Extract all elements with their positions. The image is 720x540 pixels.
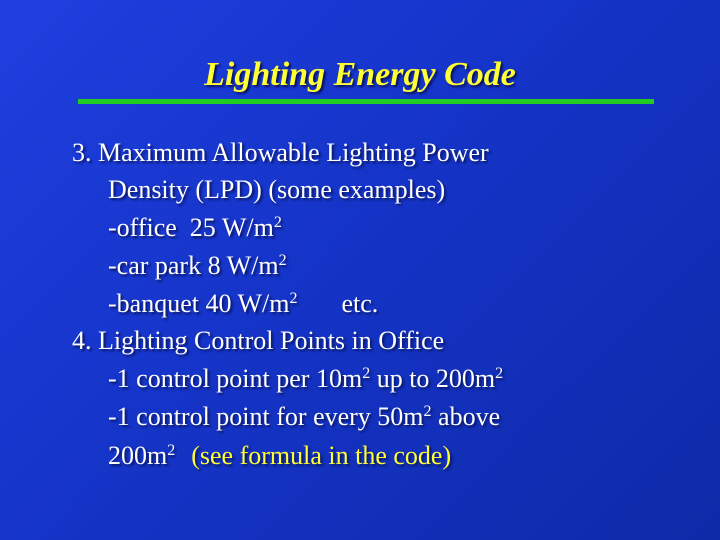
item-4-heading [72,326,444,356]
superscript: 2 [278,252,287,269]
superscript: 2 [495,365,504,382]
item-3-heading-cont [108,175,445,205]
rule-2-part-b: above [431,402,501,431]
item-4-heading-text: 4. Lighting Control Points in Office [72,326,445,355]
etc-text: etc. [341,289,379,318]
item-3-heading-text: 3. Maximum Allowable Lighting Power [72,138,489,167]
rule-1-part-b: up to 200m [370,364,496,393]
control-point-rule-2-cont [108,441,451,471]
item-3-heading-cont-text: Density (LPD) (some examples) [108,175,446,204]
superscript: 2 [289,290,298,307]
title-underline [78,99,654,104]
lpd-banquet [108,289,378,319]
item-3-heading [72,138,489,168]
superscript: 2 [362,365,371,382]
lpd-car-park [108,251,287,281]
rule-2-area: 200m [108,441,168,470]
rule-1-part-a: -1 control point per 10m [108,364,363,393]
superscript: 2 [273,214,282,231]
formula-note: (see formula in the code) [191,441,452,470]
superscript: 2 [167,442,176,459]
slide-title: Lighting Energy Code [204,56,516,93]
control-point-rule-2 [108,402,500,432]
lpd-car-park-text: -car park 8 W/m [108,251,279,280]
control-point-rule-1 [108,364,503,394]
superscript: 2 [423,403,432,420]
rule-2-part-a: -1 control point for every 50m [108,402,424,431]
lpd-office [108,213,282,243]
lpd-office-text: -office 25 W/m [108,213,274,242]
lpd-banquet-text: -banquet 40 W/m [108,289,290,318]
